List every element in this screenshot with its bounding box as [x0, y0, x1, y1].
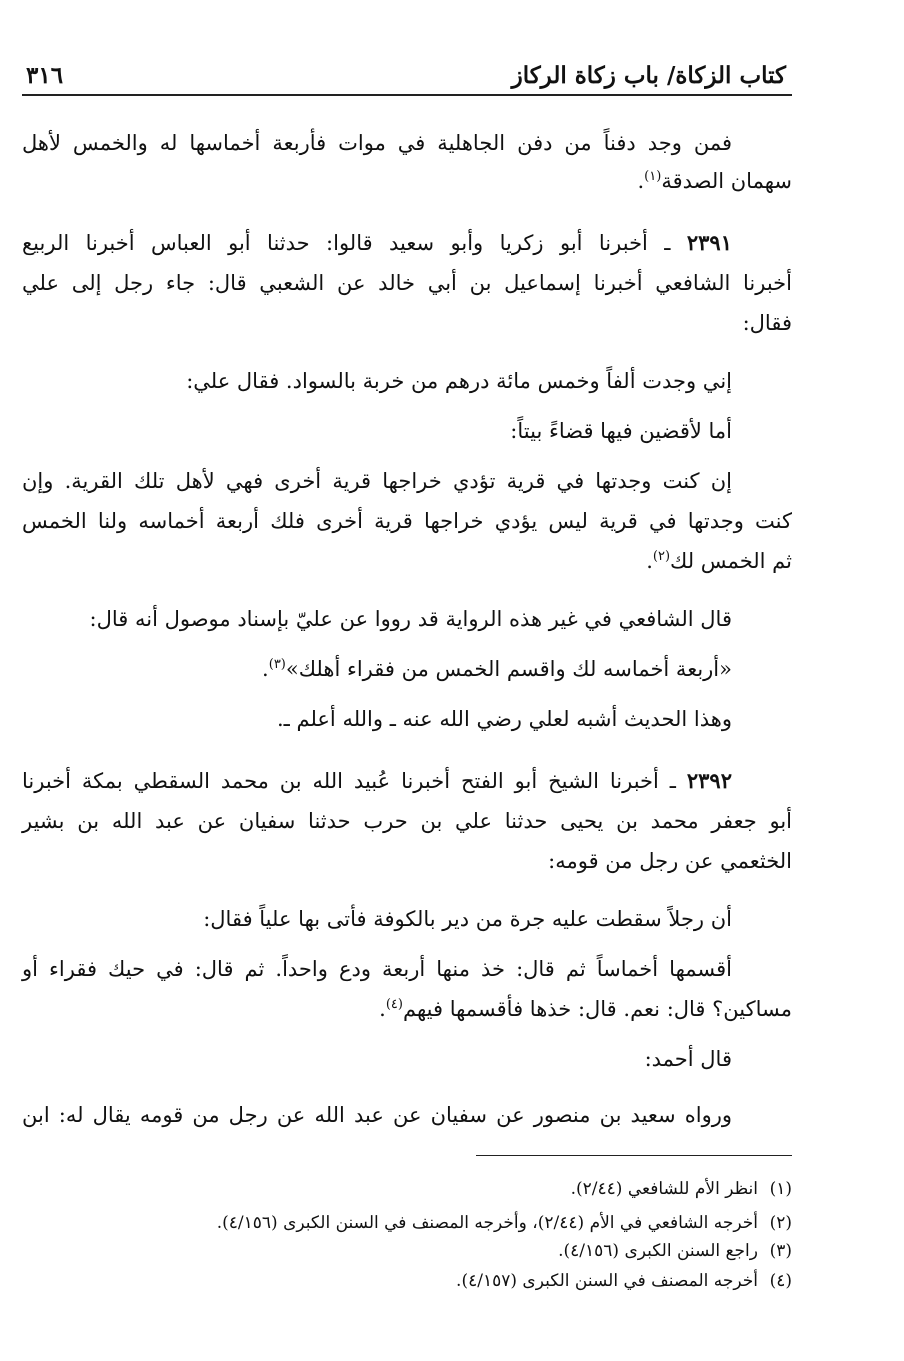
text-line: إن كنت وجدتها في قرية تؤدي خراجها قرية أخرى فهي لأهل تلك القرية. وإن	[22, 469, 732, 493]
text-line: أما لأقضين فيها قضاءً بيتاً:	[510, 419, 732, 443]
footnote-text: راجع السنن الكبرى (٤/١٥٦).	[558, 1241, 758, 1261]
text-line: أن رجلاً سقطت عليه جرة من دير بالكوفة فأتى بها علياً فقال:	[203, 907, 732, 931]
hadith-number: ٢٣٩١	[686, 230, 732, 255]
text-line: قال أحمد:	[644, 1047, 732, 1071]
footnote-text: انظر الأم للشافعي (٢/٤٤).	[570, 1179, 758, 1199]
text-line: أخبرنا الشافعي أخبرنا إسماعيل بن أبي خالد عن الشعبي قال: جاء رجل إلى علي	[22, 271, 792, 295]
hadith-number: ٢٣٩٢	[686, 768, 732, 793]
text-line: أبو جعفر محمد بن يحيى حدثنا علي بن حرب حدثنا سفيان عن عبد الله بن بشير	[22, 809, 792, 833]
footnote-number: (١)	[769, 1179, 792, 1199]
hadith-2392-line: ٢٣٩٢ ـ أخبرنا الشيخ أبو الفتح أخبرنا عُبيد الله بن محمد السقطي بمكة أخبرنا	[22, 768, 732, 793]
footnote-text: أخرجه المصنف في السنن الكبرى (٤/١٥٧).	[456, 1271, 758, 1291]
footnote-number: (٣)	[769, 1241, 792, 1261]
footnote-number: (٤)	[769, 1271, 792, 1291]
footnote-separator	[476, 1155, 792, 1156]
footnote-ref: (٤)	[385, 997, 403, 1012]
running-title: كتاب الزكاة/ باب زكاة الركاز	[511, 62, 786, 89]
text-line: فقال:	[742, 311, 792, 335]
page-number: ٣١٦	[26, 62, 64, 89]
footnote-3	[558, 1239, 792, 1263]
footnote-number: (٢)	[769, 1213, 792, 1233]
text-line: الخثعمي عن رجل من قومه:	[548, 849, 792, 873]
text-line: ثم الخمس لك$^{(٢)}$.	[646, 549, 792, 573]
footnote-2	[217, 1211, 792, 1235]
text-line: «أربعة أخماسه لك واقسم الخمس من فقراء أهلك»$^{(٣)}$.	[262, 657, 732, 681]
footnote-ref: (٣)	[268, 657, 286, 672]
text-line: قال الشافعي في غير هذه الرواية قد رووا عن عليّ بإسناد موصول أنه قال:	[89, 607, 732, 631]
text-line: فمن وجد دفناً من دفن الجاهلية في موات فأربعة أخماسها له والخمس لأهل	[22, 131, 732, 155]
footnote-text: أخرجه الشافعي في الأم (٢/٤٤)، وأخرجه المصنف في السنن الكبرى (٤/١٥٦).	[216, 1213, 758, 1233]
text-line: كنت وجدتها في قرية ليس يؤدي خراجها قرية أخرى فلك أربعة أخماسه ولنا الخمس	[22, 509, 792, 533]
hadith-2391-line: ٢٣٩١ ـ أخبرنا أبو زكريا وأبو سعيد قالوا: حدثنا أبو العباس أخبرنا الربيع	[22, 230, 732, 255]
text-line: مساكين؟ قال: نعم. قال: خذها فأقسمها فيهم$^{(٤)}$.	[379, 997, 792, 1021]
page-header	[22, 56, 792, 96]
text-line: سهمان الصدقة$^{(١)}$.	[637, 169, 792, 193]
footnote-ref: (٢)	[652, 549, 671, 564]
text-line: وهذا الحديث أشبه لعلي رضي الله عنه ـ والله أعلم ـ.	[276, 707, 732, 731]
text-line: أقسمها أخماساً ثم قال: خذ منها أربعة ودع واحداً. ثم قال: في حيك فقراء أو	[22, 957, 732, 981]
text-line: إني وجدت ألفاً وخمس مائة درهم من خربة بالسواد. فقال علي:	[186, 369, 732, 393]
footnote-ref: (١)	[644, 169, 662, 184]
footnote-1	[571, 1177, 792, 1201]
text-line: ورواه سعيد بن منصور عن سفيان عن عبد الله عن رجل من قومه يقال له: ابن	[22, 1103, 732, 1127]
footnote-4	[456, 1269, 792, 1293]
